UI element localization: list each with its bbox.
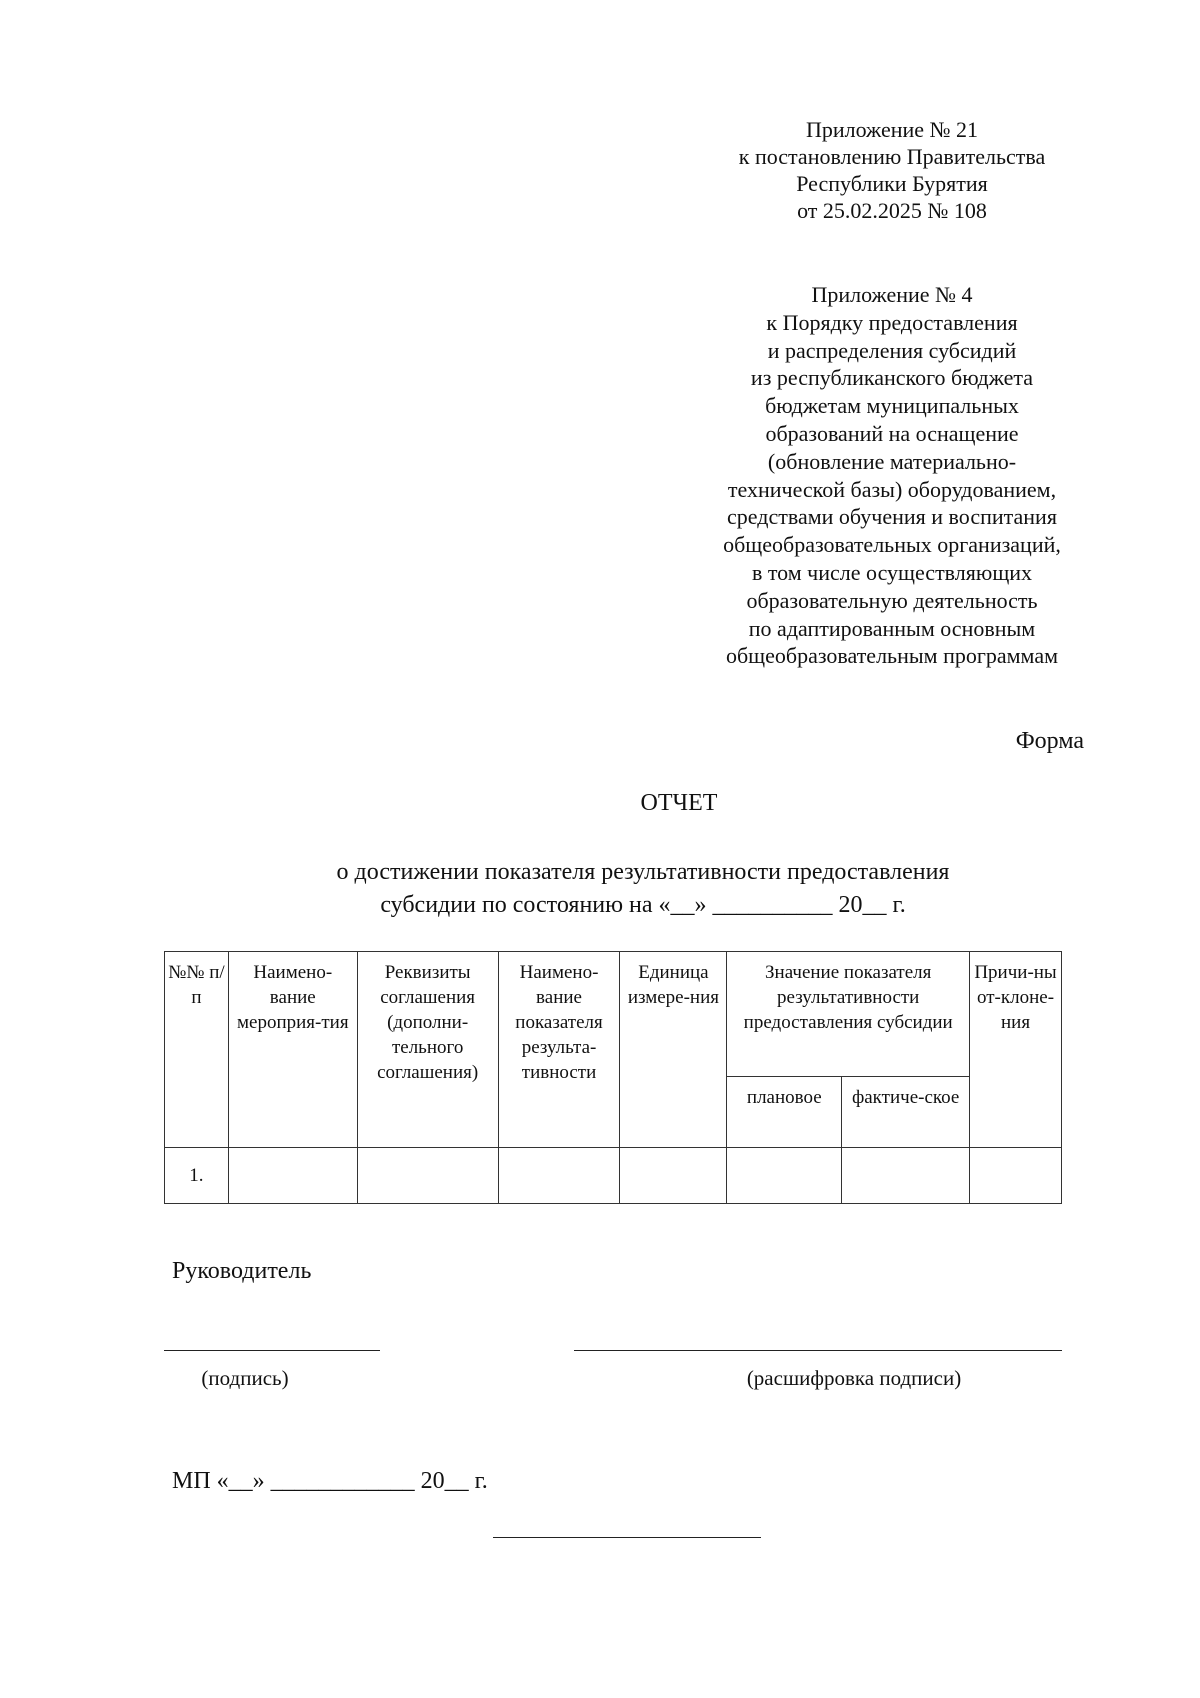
header-reasons: Причи-ны от-клоне-ния [970, 952, 1062, 1148]
subtitle-line: о достижении показателя результативности предоставления [336, 859, 950, 885]
appendix-line: средствами обучения и воспитания [727, 504, 1057, 530]
header-planned: плановое [727, 1077, 842, 1148]
header-indicator-value: Значение показателя результативности предоставления субсидии [727, 952, 970, 1077]
appendix-line: и распределения субсидий [767, 337, 1017, 363]
appendix-line: к постановлению Правительства [738, 144, 1046, 169]
appendix-line: образований на оснащение [765, 420, 1019, 446]
table-cell: 1. [165, 1148, 229, 1204]
signature-decode-caption: (расшифровка подписи) [746, 1366, 962, 1390]
table-row [165, 1148, 1062, 1204]
bottom-separator [493, 1537, 761, 1538]
appendix-line: Приложение № 21 [805, 117, 979, 142]
signature-decode-line [574, 1350, 1062, 1351]
table-cell[interactable] [727, 1148, 842, 1204]
signature-caption: (подпись) [201, 1366, 289, 1390]
appendix-line: в том числе осуществляющих [751, 559, 1033, 585]
table-cell[interactable] [842, 1148, 970, 1204]
table-cell[interactable] [498, 1148, 620, 1204]
report-subtitle [243, 856, 1043, 922]
appendix-line: общеобразовательных организаций, [723, 532, 1061, 558]
appendix-line: от 25.02.2025 № 108 [797, 198, 987, 223]
table-cell[interactable] [228, 1148, 357, 1204]
appendix-line: (обновление материально- [767, 448, 1017, 474]
table-cell[interactable] [620, 1148, 727, 1204]
signature-line [164, 1350, 380, 1351]
form-label: Форма [1015, 728, 1084, 754]
appendix-line: технической базы) оборудованием, [727, 476, 1057, 502]
appendix-line: к Порядку предоставления [766, 309, 1018, 335]
appendix-21-header [692, 116, 1092, 224]
header-event-name: Наимено-вание мероприя-тия [228, 952, 357, 1148]
appendix-line: из республиканского бюджета [750, 365, 1034, 391]
header-actual: фактиче-ское [842, 1077, 970, 1148]
header-unit: Единица измере-ния [620, 952, 727, 1148]
appendix-line: Республики Бурятия [796, 171, 988, 196]
appendix-line: образовательную деятельность [746, 587, 1038, 613]
appendix-line: общеобразовательным программам [725, 643, 1059, 669]
appendix-4-header [692, 281, 1092, 670]
table-cell[interactable] [970, 1148, 1062, 1204]
table-cell[interactable] [357, 1148, 498, 1204]
header-agreement: Реквизиты соглашения (дополни-тельного соглашения) [357, 952, 498, 1148]
report-title: ОТЧЕТ [640, 790, 718, 816]
header-indicator-name: Наимено-вание показателя результа-тивности [498, 952, 620, 1148]
stamp-date-line: МП «__» ____________ 20__ г. [172, 1468, 488, 1494]
appendix-line: по адаптированным основным [748, 615, 1036, 641]
appendix-line: Приложение № 4 [811, 282, 973, 307]
header-number: №№ п/п [165, 952, 229, 1148]
subtitle-line: субсидии по состоянию на «__» __________ 20__ г. [380, 892, 906, 918]
appendix-line: бюджетам муниципальных [765, 393, 1019, 419]
report-table [164, 951, 1062, 1204]
head-label: Руководитель [172, 1258, 312, 1284]
